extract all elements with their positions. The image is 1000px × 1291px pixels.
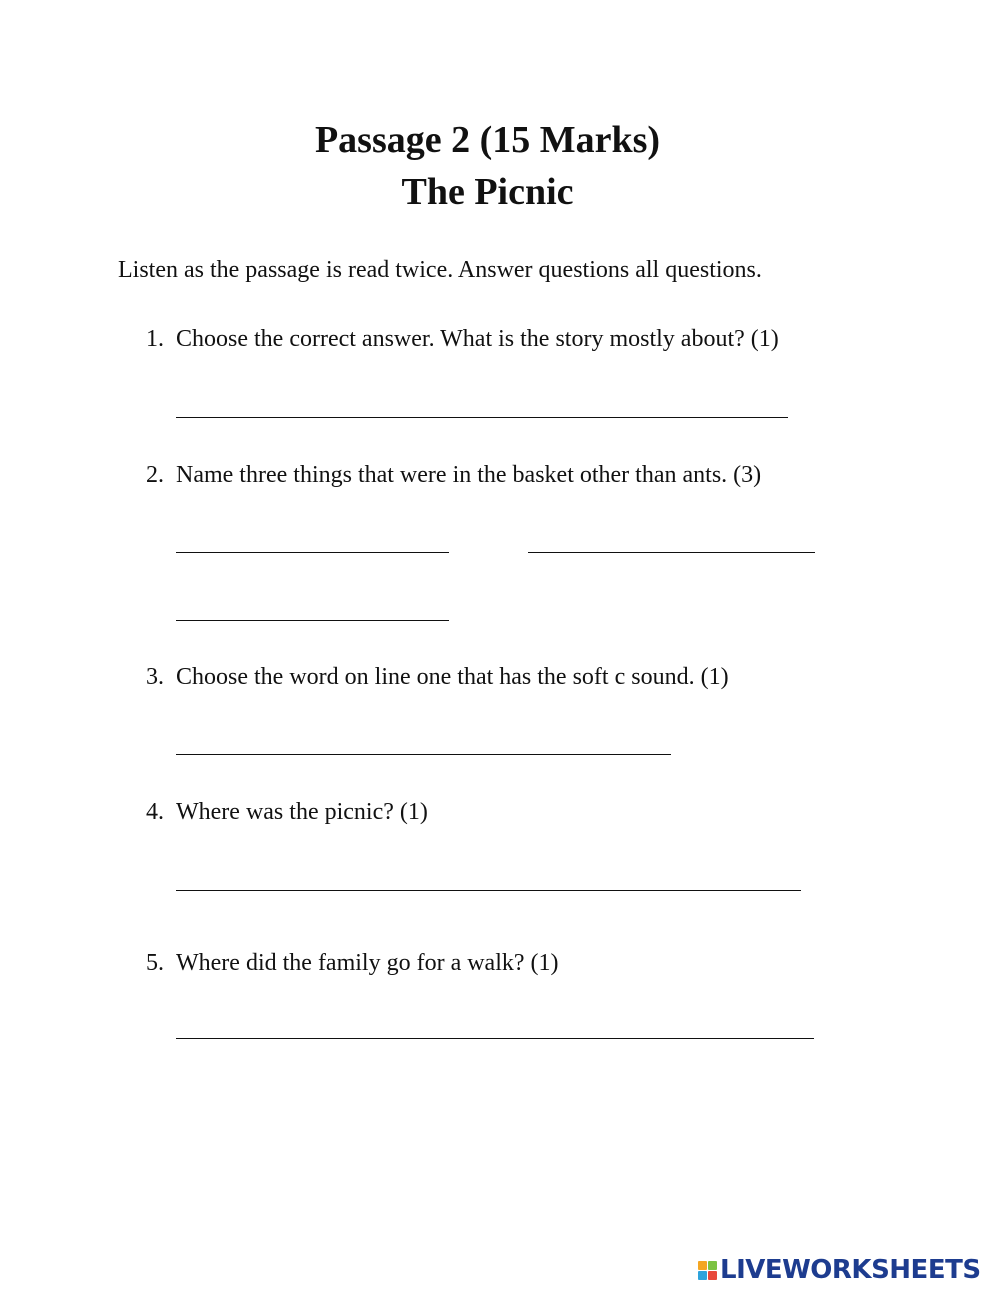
logo-blocks-icon: [698, 1261, 717, 1280]
question-number: 5.: [146, 950, 164, 976]
liveworksheets-logo: [698, 1255, 981, 1285]
logo-block: [708, 1261, 717, 1270]
question-2: [146, 461, 761, 489]
passage-title: Passage 2 (15 Marks): [314, 119, 661, 161]
answer-line-q4[interactable]: [176, 890, 801, 891]
answer-line-q2-a[interactable]: [176, 552, 449, 553]
answer-line-q5[interactable]: [176, 1038, 814, 1039]
passage-subtitle: The Picnic: [401, 171, 574, 213]
question-text: Name three things that were in the basket other than ants. (3): [176, 462, 762, 488]
answer-line-q1[interactable]: [176, 417, 788, 418]
question-3: [146, 663, 729, 691]
logo-block: [698, 1271, 707, 1280]
question-text: Where was the picnic? (1): [176, 799, 428, 825]
question-number: 4.: [146, 799, 164, 825]
logo-block: [708, 1271, 717, 1280]
answer-line-q3[interactable]: [176, 754, 671, 755]
question-number: 1.: [146, 326, 164, 352]
question-1: [146, 325, 779, 353]
logo-block: [698, 1261, 707, 1270]
question-text: Choose the word on line one that has the soft c sound. (1): [176, 664, 729, 690]
question-4: [146, 798, 428, 826]
answer-line-q2-c[interactable]: [176, 620, 449, 621]
question-5: [146, 949, 559, 977]
question-text: Choose the correct answer. What is the story mostly about? (1): [176, 326, 779, 352]
answer-line-q2-b[interactable]: [528, 552, 815, 553]
question-number: 2.: [146, 462, 164, 488]
logo-text: LIVEWORKSHEETS: [720, 1255, 981, 1285]
question-text: Where did the family go for a walk? (1): [176, 950, 559, 976]
question-number: 3.: [146, 664, 164, 690]
instructions-text: Listen as the passage is read twice. Answer questions all questions.: [118, 257, 762, 283]
